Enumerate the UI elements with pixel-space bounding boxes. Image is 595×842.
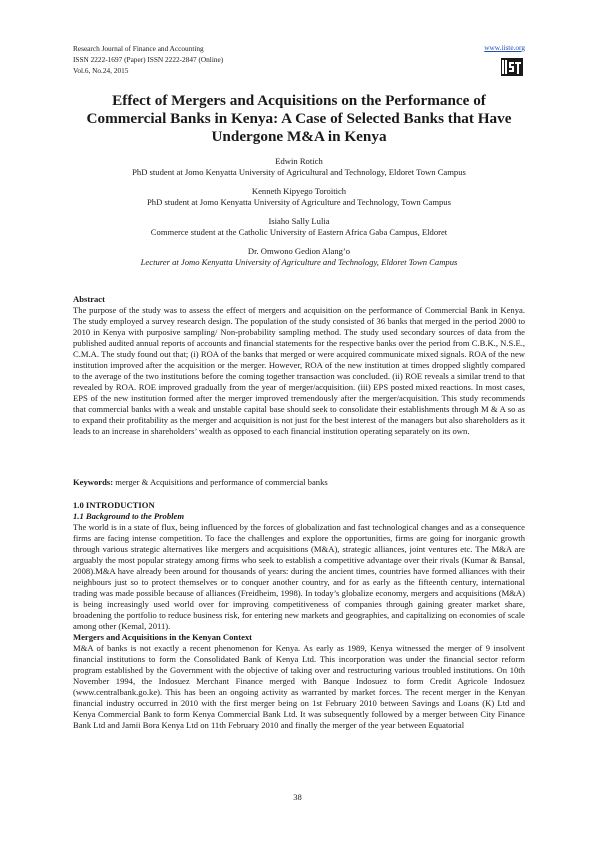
subsection-heading: Mergers and Acquisitions in the Kenyan Context	[73, 632, 253, 642]
abstract-text: The purpose of the study was to assess the effect of mergers and acquisition on the performance of Commercial Bank in Kenya. The study employed a survey research design. The population of the study consisted of 36 banks that merged in the period 2000 to 2010 in Kenya with purposive sampling/ Non-probability sampling method. The study used secondary sources of data from the published audited annual reports of accounts and financial statements for the respective banks over the period from C.B.K., N.S.E., C.M.A. The study found out that; (i) ROA of the banks that merged or were acquired communicate mixed signals. ROA of the new institution improved after the acquisition or the merger. However, ROA of the new institution at times dropped slightly compared to the average of the two institutions before the coming together transaction was concluded. (ii) ROE reveals a similar trend to that revealed by ROA. ROE improved gradually from the year of merger/acquisition. (iii) EPS posted mixed reactions. In most cases, EPS of the new institution formed after the merger improved tremendously after the merger/acquisition. This study recommends that commercial banks with a weak and unstable capital base should seek to consolidate their establishments through M & A so as to expand their profitability as the merger and acquisition is not just for the best interest of the managers but also shareholders as it leads to an increase in shareholders’ wealth as opposed to each financial institution operating separately on its own.	[73, 305, 525, 436]
keywords-text: merger & Acquisitions and performance of commercial banks	[113, 477, 328, 487]
body-paragraph: The world is in a state of flux, being influenced by the forces of globalization and fast technological changes and as a consequence firms are facing intense competition. To face the challenges and explore the opportunities, firms are going for inorganic growth through various strategic alternatives like mergers and acquisitions (M&A), strategic alliances, joint ventures etc. The M&A are arguably the most popular strategy among firms who seek to establish a competitive advantage over their rivals (Kumar & Bansal, 2008).M&A have already been around for thousands of years: during the ancient times, countries have formed alliances with their neighbours just so to protect themselves or to conquer another country, and for as early as the fifteenth century, international trading was made possible because of alliances (Freidheim, 1998). In today’s globalize economy, mergers and acquisitions (M&A) is being increasingly used world over for improving competitiveness of companies through gaining greater market share, broadening the portfolio to reduce business risk, for entering new markets and geographies, and capitalizing on economies of scale among other (Kemal, 2011).	[73, 522, 525, 631]
page-number: 38	[293, 792, 302, 802]
journal-name: Research Journal of Finance and Accounting	[73, 44, 204, 53]
keywords-line	[73, 477, 525, 488]
author-name: Isiaho Sally Lulia	[268, 216, 330, 226]
author-block	[73, 216, 525, 238]
body-paragraph: M&A of banks is not exactly a recent phenomenon for Kenya. As early as 1989, Kenya witnessed the merger of 9 insolvent financial institutions to form the Consolidated Bank of Kenya Ltd. This incorporation was under the financial sector reform program established by the Government with the objective of taking over and restructuring various troubled institutions. On 10th November 1994, the Indosuez Merchant Finance merged with Banque Indosuez to form Credit Agricole Indosuez (www.centralbank.go.ke). This has been an ongoing activity as warranted by market forces. The recent merger in the Kenyan financial industry occurred in 2010 with the first merger being on 1st February 2010 between Savings and Loans (K) Ltd and Kenya Commercial Bank to form Kenya Commercial Bank Ltd. It was subsequently followed by a merger between City Finance Bank Ltd and Jamii Bora Kenya Ltd on 11th February 2010 and finally the merger of the year between Equatorial	[73, 643, 525, 730]
author-name: Edwin Rotich	[275, 156, 323, 166]
introduction-section	[73, 500, 525, 731]
paper-title: Effect of Mergers and Acquisitions on the Performance of Commercial Banks in Kenya: A Case of Selected Banks that Have Undergone M&A in Kenya	[86, 92, 512, 145]
author-affiliation: PhD student at Jomo Kenyatta University of Agricultural and Technology, Eldoret Town Campus	[132, 167, 466, 177]
author-affiliation: Commerce student at the Catholic University of Eastern Africa Gaba Campus, Eldoret	[150, 227, 448, 237]
journal-url-link[interactable]: www.iiste.org	[484, 43, 525, 52]
author-affiliation: PhD student at Jomo Kenyatta University of Agriculture and Technology, Town Campus	[147, 197, 451, 207]
keywords-label: Keywords:	[73, 477, 114, 487]
abstract-heading: Abstract	[73, 294, 105, 304]
volume-line: Vol.6, No.24, 2015	[73, 66, 129, 75]
author-block	[73, 186, 525, 208]
author-list	[73, 156, 525, 276]
author-block	[73, 156, 525, 178]
section-heading: 1.0 INTRODUCTION	[73, 500, 155, 510]
subsection-heading: 1.1 Background to the Problem	[73, 511, 185, 521]
iiste-logo	[501, 58, 523, 76]
author-block	[73, 246, 525, 268]
author-name: Kenneth Kipyego Toroitich	[251, 186, 347, 196]
running-header	[73, 43, 223, 76]
author-name: Dr. Omwono Gedion Alang’o	[247, 246, 351, 256]
issn-line: ISSN 2222-1697 (Paper) ISSN 2222-2847 (Online)	[73, 55, 224, 64]
author-affiliation: Lecturer at Jomo Kenyatta University of Agriculture and Technology, Eldoret Town Campus	[140, 257, 458, 267]
